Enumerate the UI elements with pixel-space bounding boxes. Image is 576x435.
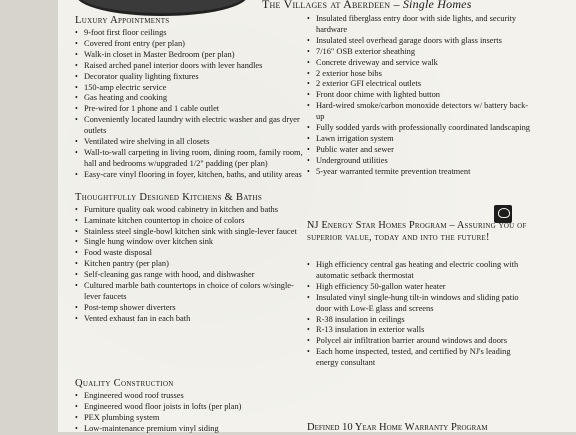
list-item: • Food waste disposal <box>75 248 303 259</box>
quality-section <box>75 378 303 435</box>
list-item: • Ventilated wire shelving in all closets <box>75 137 303 148</box>
list-item: • R-13 insulation in exterior walls <box>307 325 535 336</box>
luxury-title: Luxury Appointments <box>75 15 170 26</box>
list-item: • Walk-in closet in Master Bedroom (per plan) <box>75 50 303 61</box>
list-item: • Fully sodded yards with professionally coordinated landscaping <box>307 123 535 134</box>
right-column <box>307 14 535 178</box>
kitchens-list <box>75 205 303 325</box>
list-item: • Insulated steel overhead garage doors with glass inserts <box>307 36 535 47</box>
quality-list <box>75 391 303 435</box>
list-item: • Single hung window over kitchen sink <box>75 237 303 248</box>
list-item: • Hard-wired smoke/carbon monoxide detectors w/ battery back-up <box>307 101 535 123</box>
list-item: • Underground utilities <box>307 156 535 167</box>
list-item: • High efficiency 50-gallon water heater <box>307 282 535 293</box>
list-item: • Low-maintenance premium vinyl siding <box>75 424 303 435</box>
list-item: • Public water and sewer <box>307 145 535 156</box>
list-item: • Front door chime with lighted button <box>307 90 535 101</box>
luxury-list <box>75 28 303 181</box>
list-item: • Post-temp shower diverters <box>75 303 303 314</box>
list-item: • Gas heating and cooking <box>75 93 303 104</box>
list-item: • 5-year warranted termite prevention treatment <box>307 167 535 178</box>
list-item: • Insulated vinyl single-hung tilt-in windows and sliding patio door with Low-E glass and screens <box>307 293 535 315</box>
list-item: • Furniture quality oak wood cabinetry in kitchen and baths <box>75 205 303 216</box>
list-item: • 7/16" OSB exterior sheathing <box>307 47 535 58</box>
warranty-title: Defined 10 Year Home Warranty Program <box>307 422 488 433</box>
page-header: The Villages at Aberdeen – Single Homes <box>262 0 472 12</box>
list-item: • 2 exterior GFI electrical outlets <box>307 79 535 90</box>
list-item: • High efficiency central gas heating and electric cooling with automatic setback thermostat <box>307 260 535 282</box>
list-item: • Engineered wood floor joists in lofts (per plan) <box>75 402 303 413</box>
energy-list <box>307 260 535 369</box>
list-item: • Covered front entry (per plan) <box>75 39 303 50</box>
list-item: • Lawn irrigation system <box>307 134 535 145</box>
list-item: • Cultured marble bath countertops in choice of colors w/single-lever faucets <box>75 281 303 303</box>
quality-title: Quality Construction <box>75 378 174 389</box>
list-item: • Decorator quality lighting fixtures <box>75 72 303 83</box>
list-item: • Kitchen pantry (per plan) <box>75 259 303 270</box>
list-item: • Raised arched panel interior doors with lever handles <box>75 61 303 72</box>
kitchens-title: Thoughtfully Designed Kitchens & Baths <box>75 191 263 203</box>
list-item: • 9-foot first floor ceilings <box>75 28 303 39</box>
list-item: • Pre-wired for 1 phone and 1 cable outlet <box>75 104 303 115</box>
list-item: • Self-cleaning gas range with hood, and dishwasher <box>75 270 303 281</box>
list-item: • 150-amp electric service <box>75 83 303 94</box>
list-item: • Easy-care vinyl flooring in foyer, kitchen, baths, and utility areas <box>75 170 303 181</box>
list-item: • R-38 insulation in ceilings <box>307 315 535 326</box>
list-item: • Insulated fiberglass entry door with side lights, and security hardware <box>307 14 535 36</box>
list-item: • PEX plumbing system <box>75 413 303 424</box>
list-item: • Stainless steel single-bowl kitchen sink with single-lever faucet <box>75 227 303 238</box>
community-name: The Villages at Aberdeen <box>262 0 391 11</box>
energy-section <box>307 260 535 369</box>
list-item: • Conveniently located laundry with electric washer and gas dryer outlets <box>75 115 303 137</box>
home-type: Single Homes <box>402 0 472 11</box>
list-item: • Each home inspected, tested, and certified by NJ's leading energy consultant <box>307 347 535 369</box>
list-item: • Laminate kitchen countertop in choice of colors <box>75 216 303 227</box>
list-item: • Engineered wood roof trusses <box>75 391 303 402</box>
left-column <box>75 15 303 325</box>
list-item: • Concrete driveway and service walk <box>307 58 535 69</box>
energy-star-heading: NJ Energy Star Homes Program – Assuring you of superior value, today and into the future! <box>307 220 527 244</box>
list-item: • Vented exhaust fan in each bath <box>75 314 303 325</box>
list-item: • Wall-to-wall carpeting in living room, dining room, family room, hall and bedrooms w/upgraded 1/2" padding (per plan) <box>75 148 303 170</box>
list-item: • 2 exterior hose bibs <box>307 69 535 80</box>
exterior-list <box>307 14 535 178</box>
list-item: • Polycel air infiltration barrier around windows and doors <box>307 336 535 347</box>
